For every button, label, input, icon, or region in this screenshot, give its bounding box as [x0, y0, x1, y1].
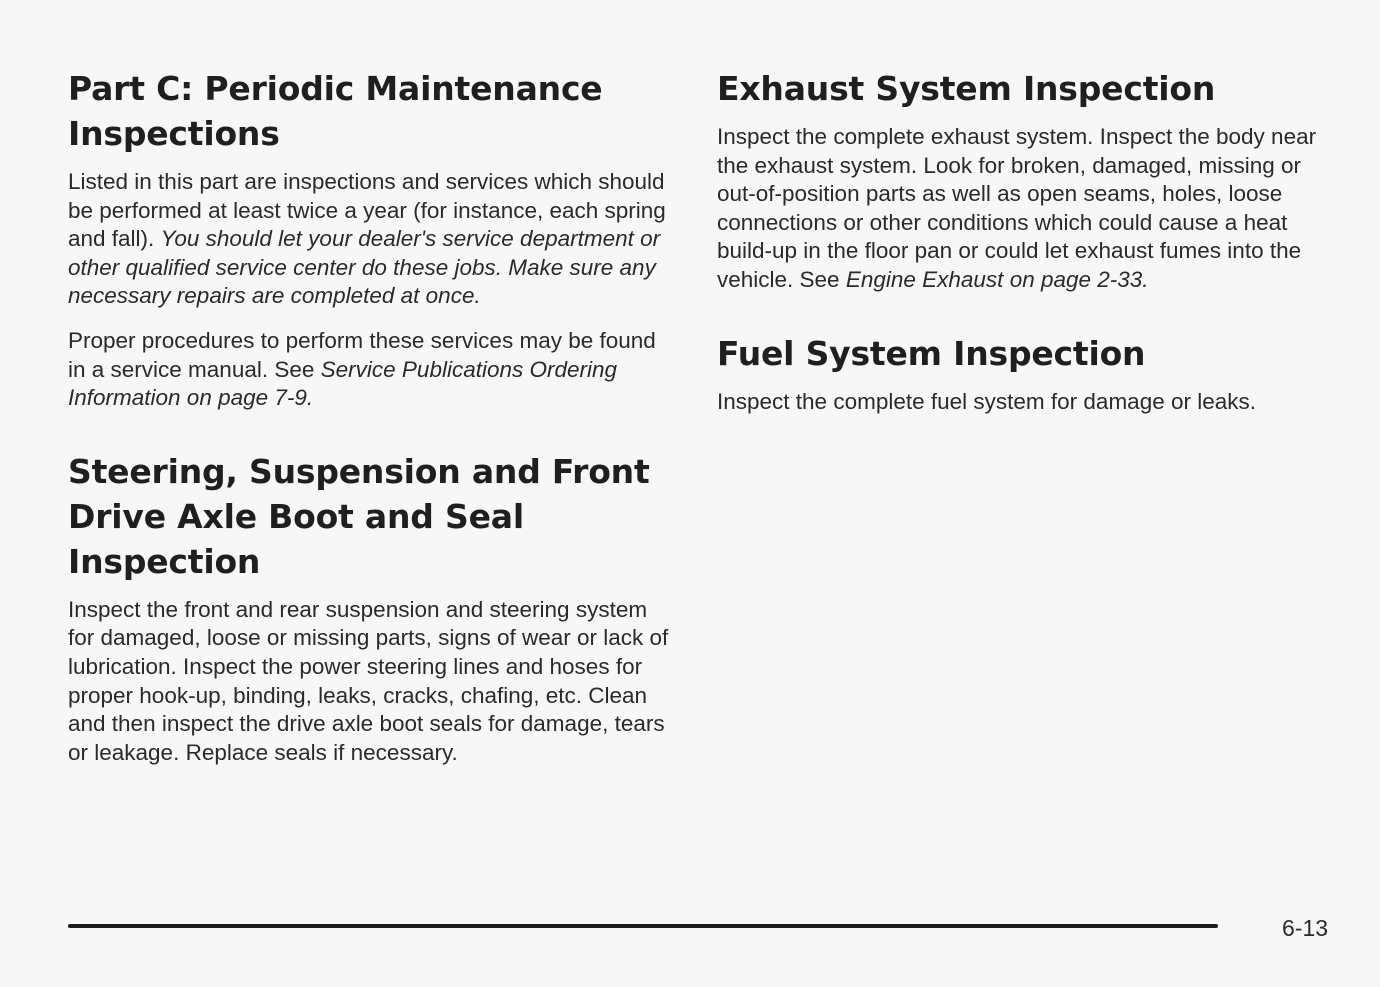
steering-section — [68, 449, 678, 768]
section-gap — [68, 429, 678, 449]
exhaust-paragraph-text: Inspect the complete exhaust system. Inspect the body near the exhaust system. Look for broken, damaged, missing or out-of-position parts as well as open seams, holes, loose connections or other conditions which could cause a heat build-up in the floor pan or could let exhaust fumes into the vehicle. See — [717, 124, 1317, 292]
footer-rule — [68, 924, 1218, 928]
part-c-heading: Part C: Periodic Maintenance Inspections — [68, 69, 603, 153]
right-column — [717, 66, 1332, 432]
part-c-paragraph-1 — [68, 168, 678, 311]
exhaust-paragraph — [717, 123, 1332, 295]
exhaust-heading: Exhaust System Inspection — [717, 69, 1216, 108]
engine-exhaust-reference: Engine Exhaust on page 2-33. — [845, 266, 1149, 292]
fuel-heading: Fuel System Inspection — [717, 333, 1146, 373]
part-c-paragraph-2-text: Proper procedures to perform these services may be found in a service manual. See — [68, 327, 656, 382]
page-number: 6-13 — [1282, 915, 1329, 941]
fuel-paragraph: Inspect the complete fuel system for damage or leaks. — [717, 388, 1257, 414]
exhaust-section — [717, 66, 1332, 295]
section-gap — [717, 311, 1332, 331]
part-c-paragraph-1-italic: You should let your dealer's service department or other qualified service center do these jobs. Make sure any necessary repairs are completed at once. — [68, 226, 661, 309]
service-publications-reference: Service Publications Ordering Information on page 7-9. — [68, 356, 618, 411]
steering-heading: Steering, Suspension and Front Drive Axle Boot and Seal Inspection — [68, 451, 650, 581]
fuel-section — [717, 331, 1332, 417]
part-c-section — [68, 66, 678, 413]
part-c-paragraph-1-text: Listed in this part are inspections and services which should be performed at least twice a year (for instance, each spring and fall). — [68, 169, 666, 252]
left-column — [68, 66, 678, 783]
steering-paragraph: Inspect the front and rear suspension and steering system for damaged, loose or missing parts, signs of wear or lack of lubrication. Inspect the power steering lines and hoses for proper hook-up, binding, leaks, cracks, chafing, etc. Clean and then inspect the drive axle boot seals for damage, tears or leakage. Replace seals if necessary. — [68, 596, 669, 765]
part-c-paragraph-2 — [68, 327, 678, 413]
